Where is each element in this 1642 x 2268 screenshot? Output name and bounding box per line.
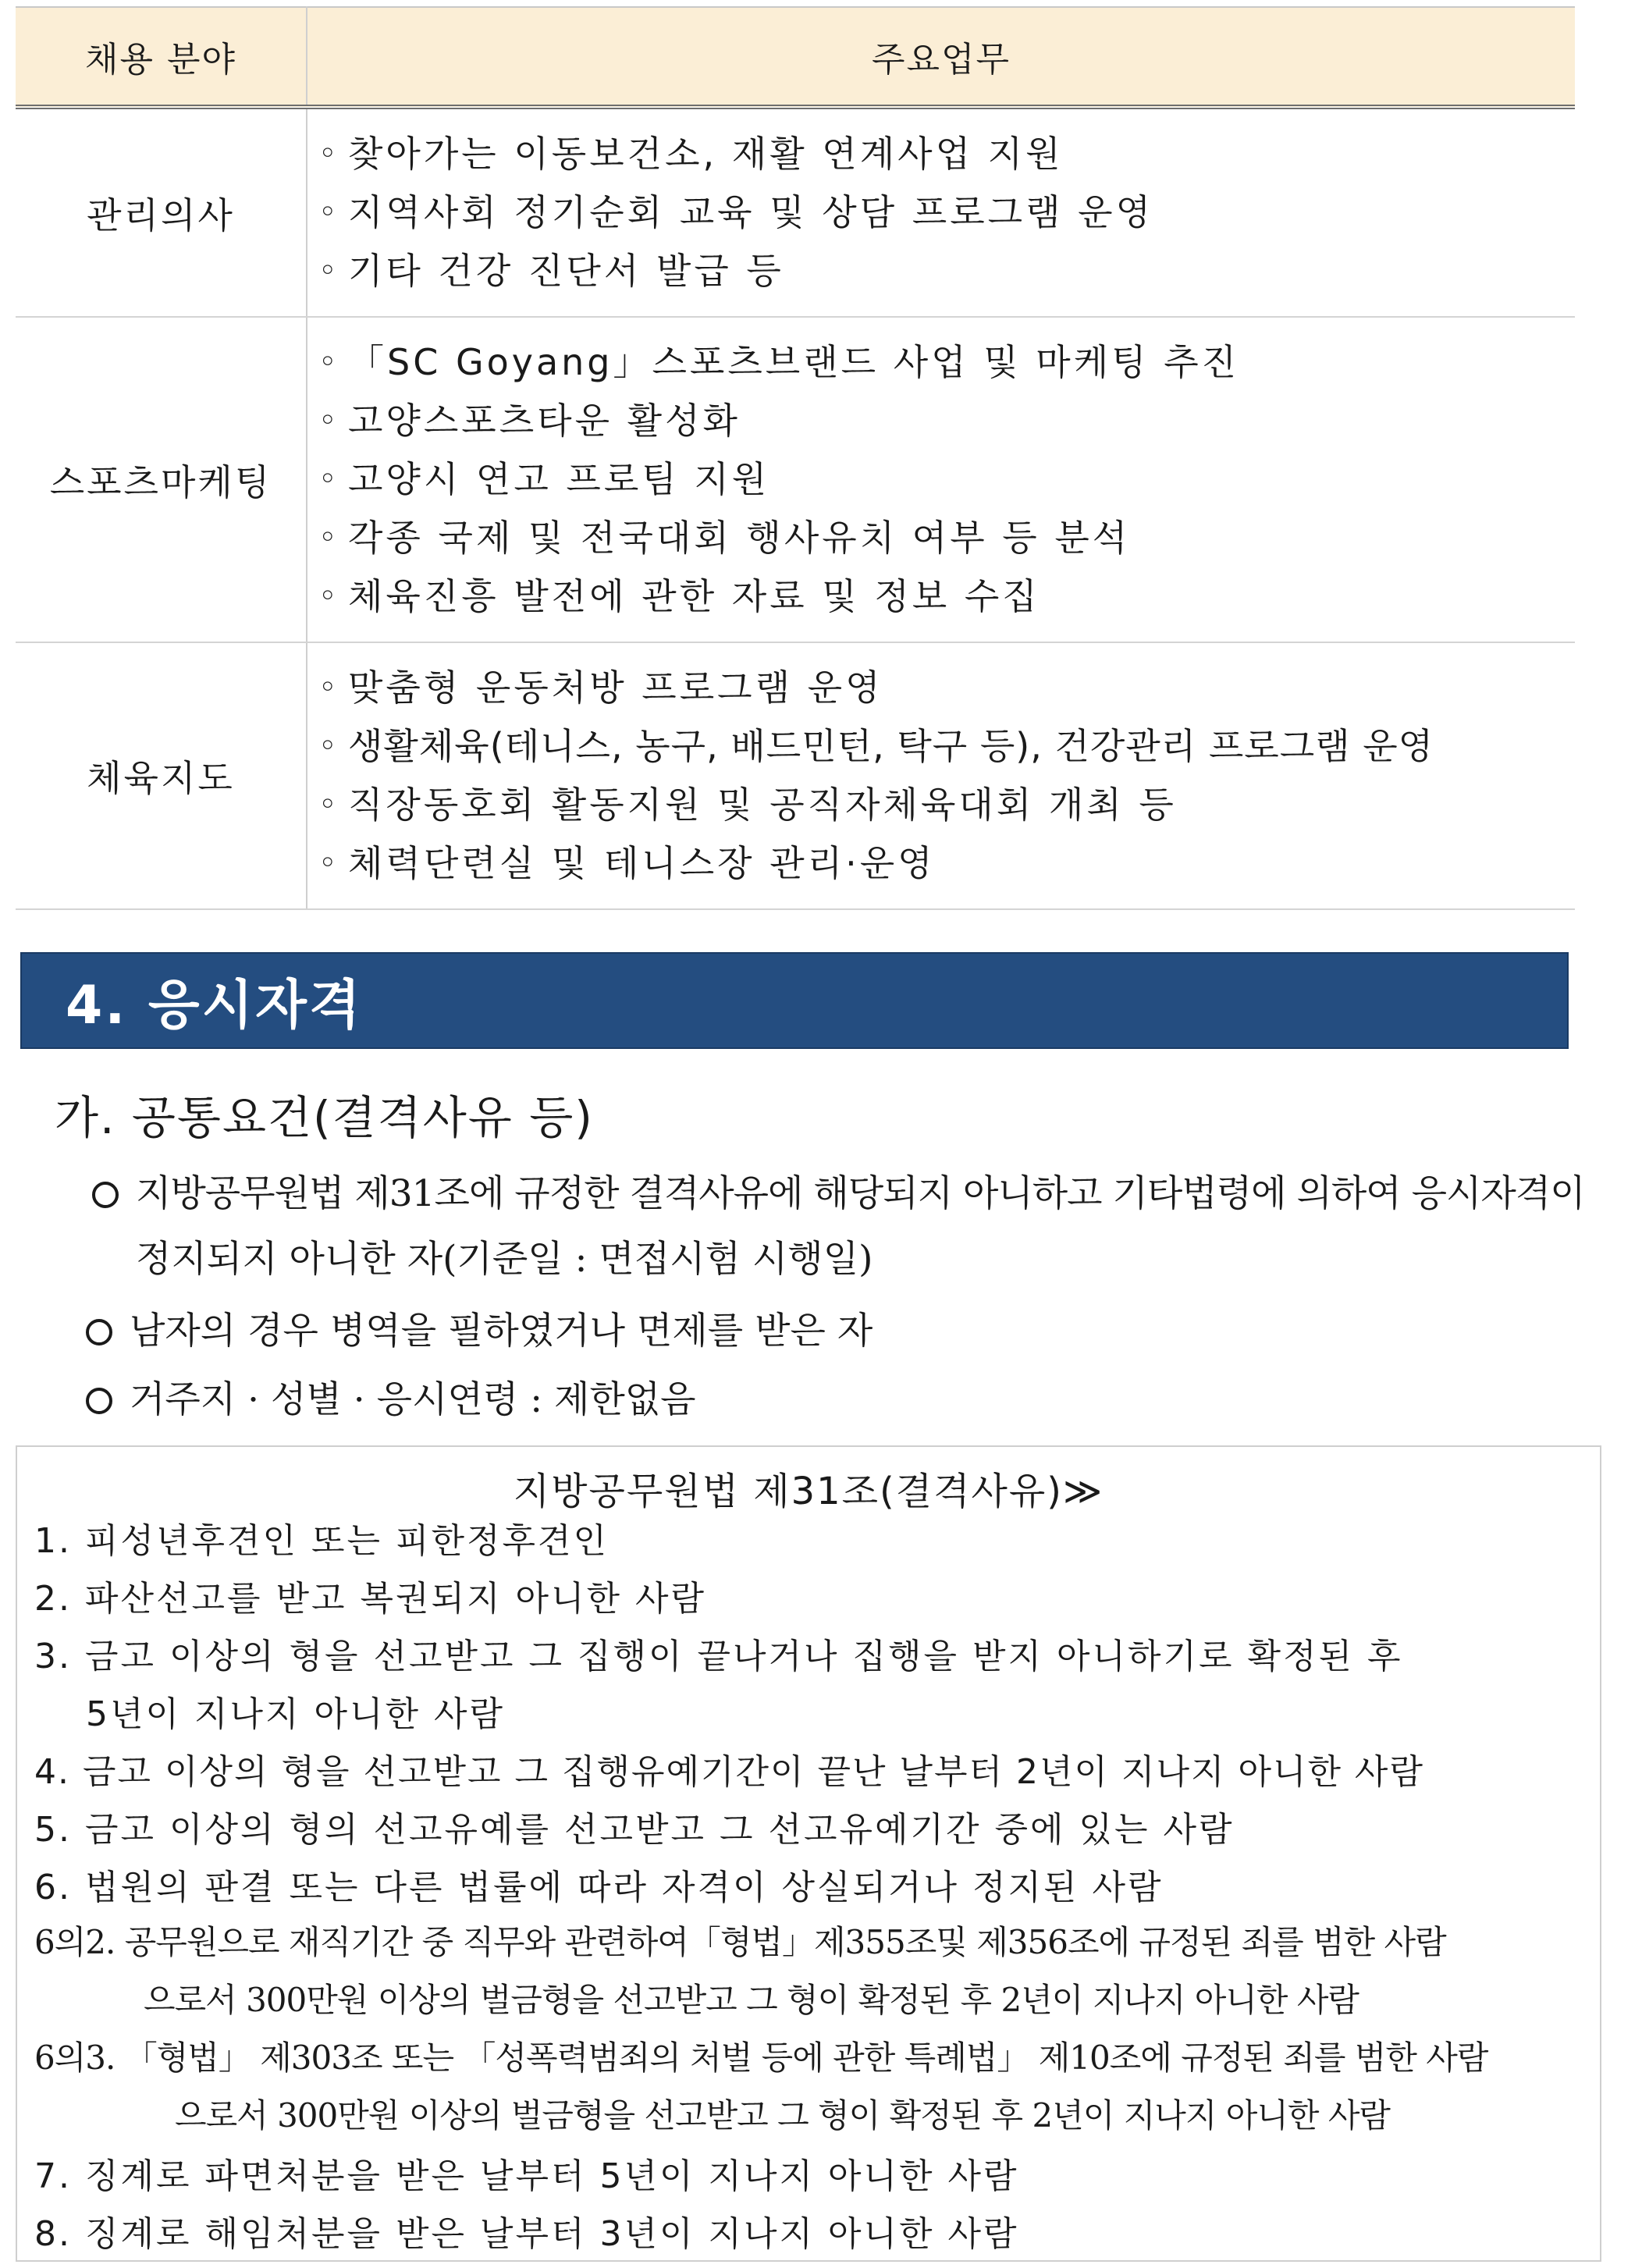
law-item: 1. 피성년후견인 또는 피한정후견인 [34, 1521, 609, 1561]
table-row [16, 317, 1575, 642]
duties-cell [307, 642, 1575, 909]
law-item-continuation: 으로서 300만원 이상의 벌금형을 선고받고 그 형이 확정된 후 2년이 지나지 아니한 사람 [175, 2096, 1390, 2135]
circle-bullet-icon [92, 1182, 119, 1208]
law-item: 8. 징계로 해임처분을 받은 날부터 3년이 지나지 아니한 사람 [34, 2214, 1019, 2254]
requirement-text: 남자의 경우 병역을 필하였거나 면제를 받은 자 [130, 1310, 873, 1353]
duty-item: ◦ 기타 건강 진단서 발급 등 [307, 242, 1575, 300]
law-item: 6의2. 공무원으로 재직기간 중 직무와 관련하여「형법」제355조및 제356조에 규정된 죄를 범한 사람 [34, 1923, 1446, 1961]
job-duties-table [16, 6, 1575, 910]
duty-item: ◦ 고양스포츠타운 활성화 [307, 392, 1575, 450]
law-item: 6의3. 「형법」 제303조 또는 「성폭력범죄의 처벌 등에 관한 특례법」 제10조에 규정된 죄를 범한 사람 [34, 2039, 1488, 2077]
requirement-item [86, 1370, 696, 1423]
law-item-continuation: 으로서 300만원 이상의 벌금형을 선고받고 그 형이 확정된 후 2년이 지나지 아니한 사람 [144, 1981, 1359, 2019]
duty-item: ◦ 생활체육(테니스, 농구, 배드민턴, 탁구 등), 건강관리 프로그램 운영 [307, 717, 1575, 776]
law-item: 7. 징계로 파면처분을 받은 날부터 5년이 지나지 아니한 사람 [34, 2156, 1019, 2196]
field-cell: 체육지도 [16, 642, 307, 909]
requirement-item [86, 1302, 873, 1354]
requirement-text: 지방공무원법 제31조에 규정한 결격사유에 해당되지 아니하고 기타법령에 의하여 응시자격이 [136, 1172, 1585, 1215]
duty-item: ◦ 체력단련실 및 테니스장 관리·운영 [307, 834, 1575, 893]
duty-item: ◦ 직장동호회 활동지원 및 공직자체육대회 개최 등 [307, 776, 1575, 834]
circle-bullet-icon [86, 1388, 112, 1414]
duty-item: ◦ 찾아가는 이동보건소, 재활 연계사업 지원 [307, 125, 1575, 183]
requirement-continuation: 정지되지 아니한 자(기준일 : 면접시험 시행일) [136, 1238, 873, 1281]
duty-item: ◦ 지역사회 정기순회 교육 및 상담 프로그램 운영 [307, 183, 1575, 242]
duty-item: ◦ 체육진흥 발전에 관한 자료 및 정보 수집 [307, 567, 1575, 626]
duty-item: ◦ 「SC Goyang」스포츠브랜드 사업 및 마케팅 추진 [307, 333, 1575, 392]
requirement-item [92, 1164, 1585, 1217]
requirement-text: 거주지 · 성별 · 응시연령 : 제한없음 [130, 1378, 696, 1421]
law-item: 6. 법원의 판결 또는 다른 법률에 따라 자격이 상실되거나 정지된 사람 [34, 1868, 1164, 1907]
header-duties: 주요업무 [307, 7, 1575, 107]
law-item-continuation: 5년이 지나지 아니한 사람 [86, 1694, 505, 1734]
circle-bullet-icon [86, 1319, 112, 1346]
header-field: 채용 분야 [16, 7, 307, 107]
table-row [16, 642, 1575, 909]
duty-item: ◦ 각종 국제 및 전국대회 행사유치 여부 등 분석 [307, 509, 1575, 567]
table-header-row [16, 7, 1575, 107]
law-item: 3. 금고 이상의 형을 선고받고 그 집행이 끝나거나 집행을 받지 아니하기로 확정된 후 [34, 1637, 1403, 1676]
table-row [16, 107, 1575, 317]
law-box-title: 지방공무원법 제31조(결격사유)≫ [513, 1470, 1104, 1513]
section-title-banner: 4. 응시자격 [20, 952, 1569, 1049]
field-cell: 스포츠마케팅 [16, 317, 307, 642]
duty-item: ◦ 고양시 연고 프로팀 지원 [307, 450, 1575, 509]
duties-cell [307, 317, 1575, 642]
law-item: 4. 금고 이상의 형을 선고받고 그 집행유예기간이 끝난 날부터 2년이 지나지 아니한 사람 [34, 1752, 1424, 1792]
duty-item: ◦ 맞춤형 운동처방 프로그램 운영 [307, 659, 1575, 717]
sub-heading: 가. 공통요건(결격사유 등) [55, 1091, 594, 1144]
field-cell: 관리의사 [16, 107, 307, 317]
law-item: 5. 금고 이상의 형의 선고유예를 선고받고 그 선고유예기간 중에 있는 사람 [34, 1810, 1235, 1850]
law-item: 2. 파산선고를 받고 복권되지 아니한 사람 [34, 1579, 706, 1619]
law-article-box [16, 1445, 1601, 2262]
duties-cell [307, 107, 1575, 317]
